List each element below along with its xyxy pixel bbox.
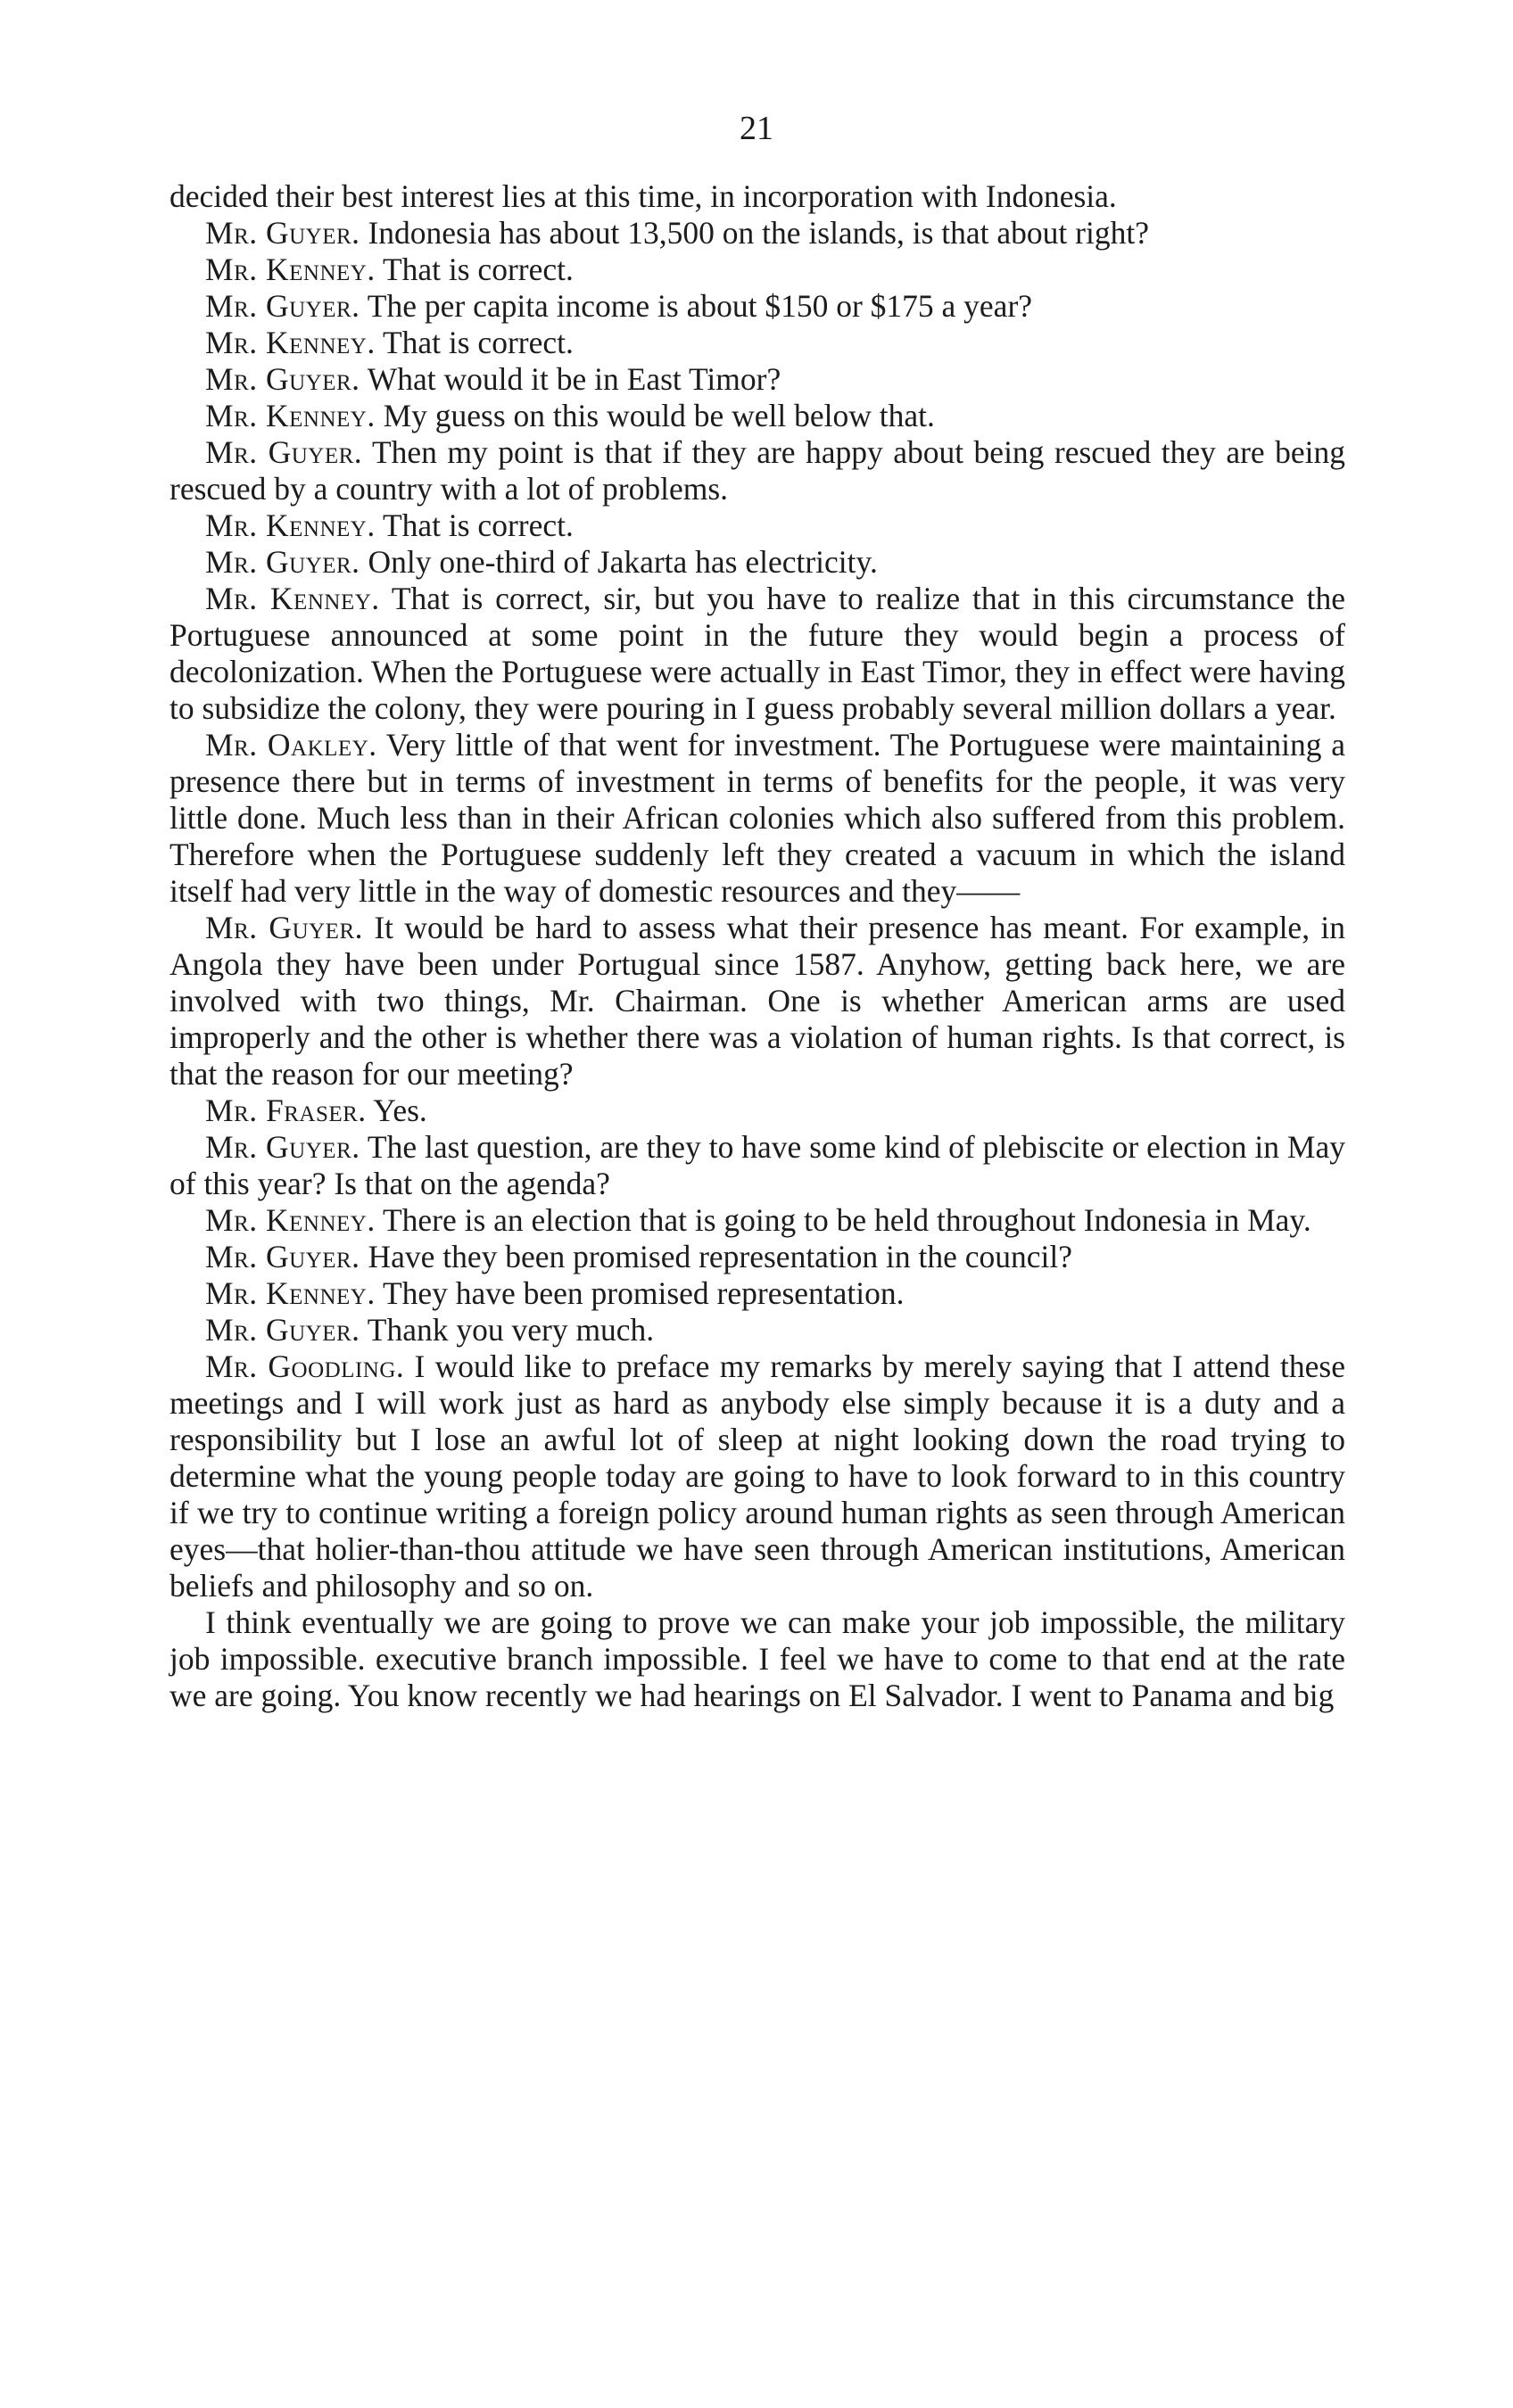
- transcript-paragraph: [169, 910, 1345, 1093]
- paragraph-text: Only one-third of Jakarta has electricity.: [368, 544, 878, 580]
- speaker-name: Mr. Guyer.: [205, 288, 360, 324]
- paragraph-text: What would it be in East Timor?: [367, 361, 781, 397]
- paragraph-text: That is correct.: [382, 507, 574, 543]
- transcript-paragraph: [169, 434, 1345, 507]
- transcript-paragraph: [169, 215, 1345, 252]
- speaker-name: Mr. Kenney.: [205, 507, 376, 543]
- transcript-paragraph: [169, 581, 1345, 727]
- paragraph-text: That is correct.: [382, 325, 574, 360]
- speaker-name: Mr. Kenney.: [205, 1275, 376, 1311]
- paragraph-text: Indonesia has about 13,500 on the islands, is that about right?: [368, 215, 1149, 251]
- paragraph-text: I would like to preface my remarks by merely saying that I attend these meetings and I will work just as hard as anybody else simply because it is a duty and a responsibility but I lose an awful lot of sleep at night looking down the road trying to determine what the young people today are going to have to look forward to in this country if we try to continue writing a foreign policy around human rights as seen through American eyes—that holier-than-thou attitude we have seen through American institutions, American beliefs and philosophy and so on.: [169, 1348, 1345, 1604]
- paragraph-text: I think eventually we are going to prove we can make your job impossible, the military job impossible. executive branch impossible. I feel we have to come to that end at the rate we are going. You know recently we had hearings on El Salvador. I went to Panama and big: [169, 1604, 1345, 1713]
- speaker-name: Mr. Guyer.: [205, 1129, 360, 1165]
- page-number: 21: [740, 110, 773, 147]
- speaker-name: Mr. Kenney.: [205, 325, 376, 360]
- paragraph-text: Very little of that went for investment. The Portuguese were maintaining a presence there but in terms of investment in terms of benefits for the people, it was very little done. Much less than in their African colonies which also suffered from this problem. Therefore when the Portuguese suddenly left they created a vacuum in which the island itself had very little in the way of domestic resources and they——: [169, 727, 1346, 909]
- transcript-paragraph: [169, 727, 1345, 910]
- paragraph-text: decided their best interest lies at this time, in incorporation with Indonesia.: [169, 178, 1117, 214]
- transcript-paragraph: [169, 1239, 1345, 1275]
- speaker-name: Mr. Fraser.: [205, 1093, 367, 1128]
- paragraph-text: They have been promised representation.: [382, 1275, 905, 1311]
- transcript-paragraph: [169, 1348, 1345, 1604]
- speaker-name: Mr. Goodling.: [205, 1348, 405, 1384]
- hearing-transcript: [169, 178, 1345, 1714]
- transcript-paragraph: [169, 325, 1345, 361]
- transcript-paragraph: [169, 178, 1345, 215]
- paragraph-text: Yes.: [373, 1093, 427, 1128]
- transcript-paragraph: [169, 1093, 1345, 1129]
- speaker-name: Mr. Kenney.: [205, 581, 380, 616]
- speaker-name: Mr. Guyer.: [205, 910, 363, 945]
- speaker-name: Mr. Guyer.: [205, 544, 360, 580]
- paragraph-text: It would be hard to assess what their presence has meant. For example, in Angola they have been under Portugual since 1587. Anyhow, getting back here, we are involved with two things, Mr. Chairman. One is whether American arms are used improperly and the other is whether there was a violation of human rights. Is that correct, is that the reason for our meeting?: [169, 910, 1345, 1092]
- transcript-paragraph: [169, 398, 1345, 434]
- speaker-name: Mr. Kenney.: [205, 398, 376, 433]
- speaker-name: Mr. Kenney.: [205, 252, 376, 287]
- speaker-name: Mr. Guyer.: [205, 1239, 360, 1274]
- speaker-name: Mr. Guyer.: [205, 361, 360, 397]
- paragraph-text: The per capita income is about $150 or $175 a year?: [367, 288, 1033, 324]
- transcript-paragraph: [169, 544, 1345, 581]
- transcript-paragraph: [169, 507, 1345, 544]
- speaker-name: Mr. Guyer.: [205, 434, 363, 470]
- speaker-name: Mr. Guyer.: [205, 215, 360, 251]
- transcript-paragraph: [169, 1275, 1345, 1312]
- speaker-name: Mr. Kenney.: [205, 1202, 376, 1238]
- transcript-paragraph: [169, 288, 1345, 325]
- speaker-name: Mr. Guyer.: [205, 1312, 360, 1348]
- paragraph-text: My guess on this would be well below that.: [383, 398, 935, 433]
- paragraph-text: The last question, are they to have some kind of plebiscite or election in May of this year? Is that on the agenda?: [169, 1129, 1346, 1201]
- transcript-paragraph: [169, 1202, 1345, 1239]
- transcript-paragraph: [169, 361, 1345, 398]
- paragraph-text: That is correct.: [382, 252, 574, 287]
- transcript-paragraph: [169, 1604, 1345, 1714]
- transcript-paragraph: [169, 1129, 1345, 1202]
- transcript-paragraph: [169, 1312, 1345, 1348]
- transcript-paragraph: [169, 252, 1345, 288]
- paragraph-text: Have they been promised representation in the council?: [368, 1239, 1073, 1274]
- paragraph-text: Thank you very much.: [367, 1312, 655, 1348]
- paragraph-text: Then my point is that if they are happy about being rescued they are being rescued by a country with a lot of problems.: [169, 434, 1346, 507]
- paragraph-text: There is an election that is going to be held throughout Indonesia in May.: [382, 1202, 1311, 1238]
- paragraph-text: That is correct, sir, but you have to realize that in this circumstance the Portuguese announced at some point in the future they would begin a process of decolonization. When the Portuguese were actually in East Timor, they in effect were having to subsidize the colony, they were pouring in I guess probably several million dollars a year.: [169, 581, 1345, 726]
- speaker-name: Mr. Oakley.: [205, 727, 377, 763]
